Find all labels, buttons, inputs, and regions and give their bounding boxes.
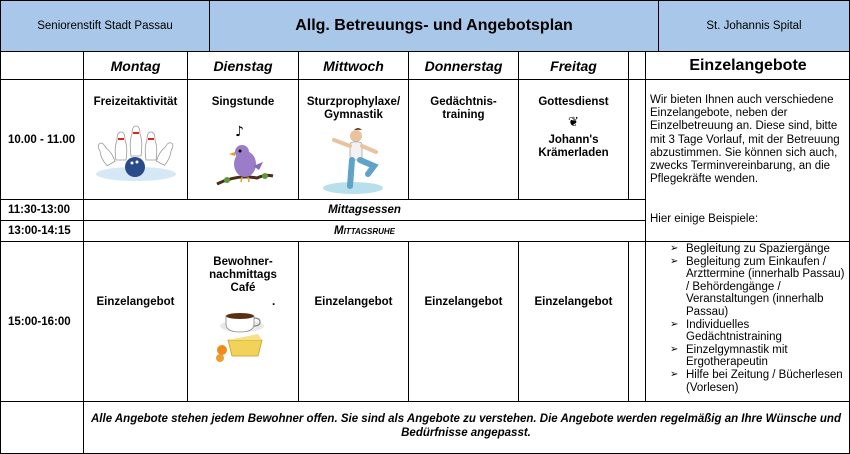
day-label: Mittwoch [323,58,384,74]
cell-fri-morning [519,80,628,199]
arrow-bullet-icon: ➢ [670,368,679,380]
bowling-icon [91,122,181,184]
activity-title: Sturzprophylaxe/ Gymnastik [306,96,401,121]
day-label: Montag [110,58,161,74]
activity-title: Einzelangebot [534,295,613,308]
example-text: Begleitung zum Einkaufen / Arzttermine (innerhalb Passau) / Behördengänge / Veranstaltungen (innerhalb Passau) [686,255,845,318]
activity-title: Einzelangebot [424,295,503,308]
cell-mon-morning [84,80,187,199]
page-title: Allg. Betreuungs- und Angebotsplan [295,17,573,34]
example-item [646,256,848,319]
example-item [646,319,848,344]
footer-note [90,412,842,448]
rest-label-cell [84,221,645,241]
examples-list [646,243,848,394]
time-lunch [0,200,83,220]
cell-thu-morning [409,80,518,199]
time-rest [0,221,83,241]
time-afternoon [0,242,83,401]
activity-title: Einzelangebot [314,295,393,308]
activity-title: Singstunde [211,96,275,108]
side-examples-label [650,213,846,227]
side-intro-text: Wir bieten Ihnen auch verschiedene Einzelangebote, neben der Einzelbetreuung an. Diese sind, bitte mit 3 Tage Vorlauf, mit der Betreuung abzustimmen. Sie können sich auch, zwecks Terminvereinbarung, an die Pflegekräfte wenden. [650,94,840,186]
time-label: 11:30-13:00 [8,204,71,216]
coffee-cake-icon [212,306,268,368]
stray-dot: . [272,296,276,308]
activity-title: Freizeitaktivität [93,96,178,108]
lunch-label-cell [84,200,645,220]
day-header-wednesday [299,53,408,79]
side-examples-list [646,243,848,400]
cell-wed-afternoon [299,242,408,362]
side-title [646,53,850,79]
time-label: 15:00-16:00 [8,315,71,328]
facility-name: Seniorenstift Stadt Passau [37,20,173,32]
cell-thu-afternoon [409,242,518,362]
time-morning [0,80,83,199]
svg-text:♪: ♪ [235,124,244,140]
example-item [646,369,848,394]
activity-title-2: Johann's Krämerladen [538,134,609,159]
day-header-friday [519,53,628,79]
example-text: Individuelles Gedächtnistraining [686,318,782,344]
footer-text: Alle Angebote stehen jedem Bewohner offen. Sie sind als Angebote zu verstehen. Die Angebote werden regelmäßig an Ihre Wünsche und Bedürfnisse angepasst. [91,413,841,439]
arrow-bullet-icon: ➢ [670,343,679,355]
gymnastics-icon [320,126,386,196]
example-text: Einzelgymnastik mit Ergotherapeutin [686,343,788,369]
location-name: St. Johannis Spital [706,20,802,32]
time-label: 10.00 - 11.00 [8,133,76,146]
cell-tue-afternoon [188,242,298,401]
lunch-label: Mittagsessen [328,204,401,216]
activity-title: Gottesdienst [538,96,609,108]
activity-title: Bewohner-nachmittags Café [209,256,277,294]
day-label: Dienstag [213,58,273,74]
arrow-bullet-icon: ➢ [670,255,679,267]
arrow-bullet-icon: ➢ [670,243,679,254]
examples-label-text: Hier einige Beispiele: [650,213,759,225]
side-intro [650,94,846,194]
header-left [0,0,210,52]
day-header-thursday [409,53,518,79]
rest-label: Mittagsruhe [334,225,395,237]
day-label: Freitag [550,58,597,74]
day-header-tuesday [188,53,298,79]
cell-mon-afternoon [84,242,187,362]
cell-wed-morning [299,80,408,199]
fleuron-icon: ❦ [568,114,579,129]
activity-title: Einzelangebot [96,295,175,308]
example-text: Begleitung zu Spaziergänge [686,243,830,255]
example-item [646,344,848,369]
day-header-monday [84,53,187,79]
activity-title: Gedächtnis-training [430,96,497,121]
header-right [658,0,850,52]
arrow-bullet-icon: ➢ [670,318,679,330]
example-item [646,243,848,256]
time-label: 13:00-14:15 [8,225,71,237]
day-label: Donnerstag [424,58,503,74]
songbird-icon [215,122,279,192]
header-title-cell [209,0,659,52]
example-text: Hilfe bei Zeitung / Bücherlesen (Vorlesen) [686,368,843,394]
cell-tue-morning [188,80,298,199]
side-title-text: Einzelangebote [689,57,807,74]
cell-fri-afternoon [519,242,628,362]
